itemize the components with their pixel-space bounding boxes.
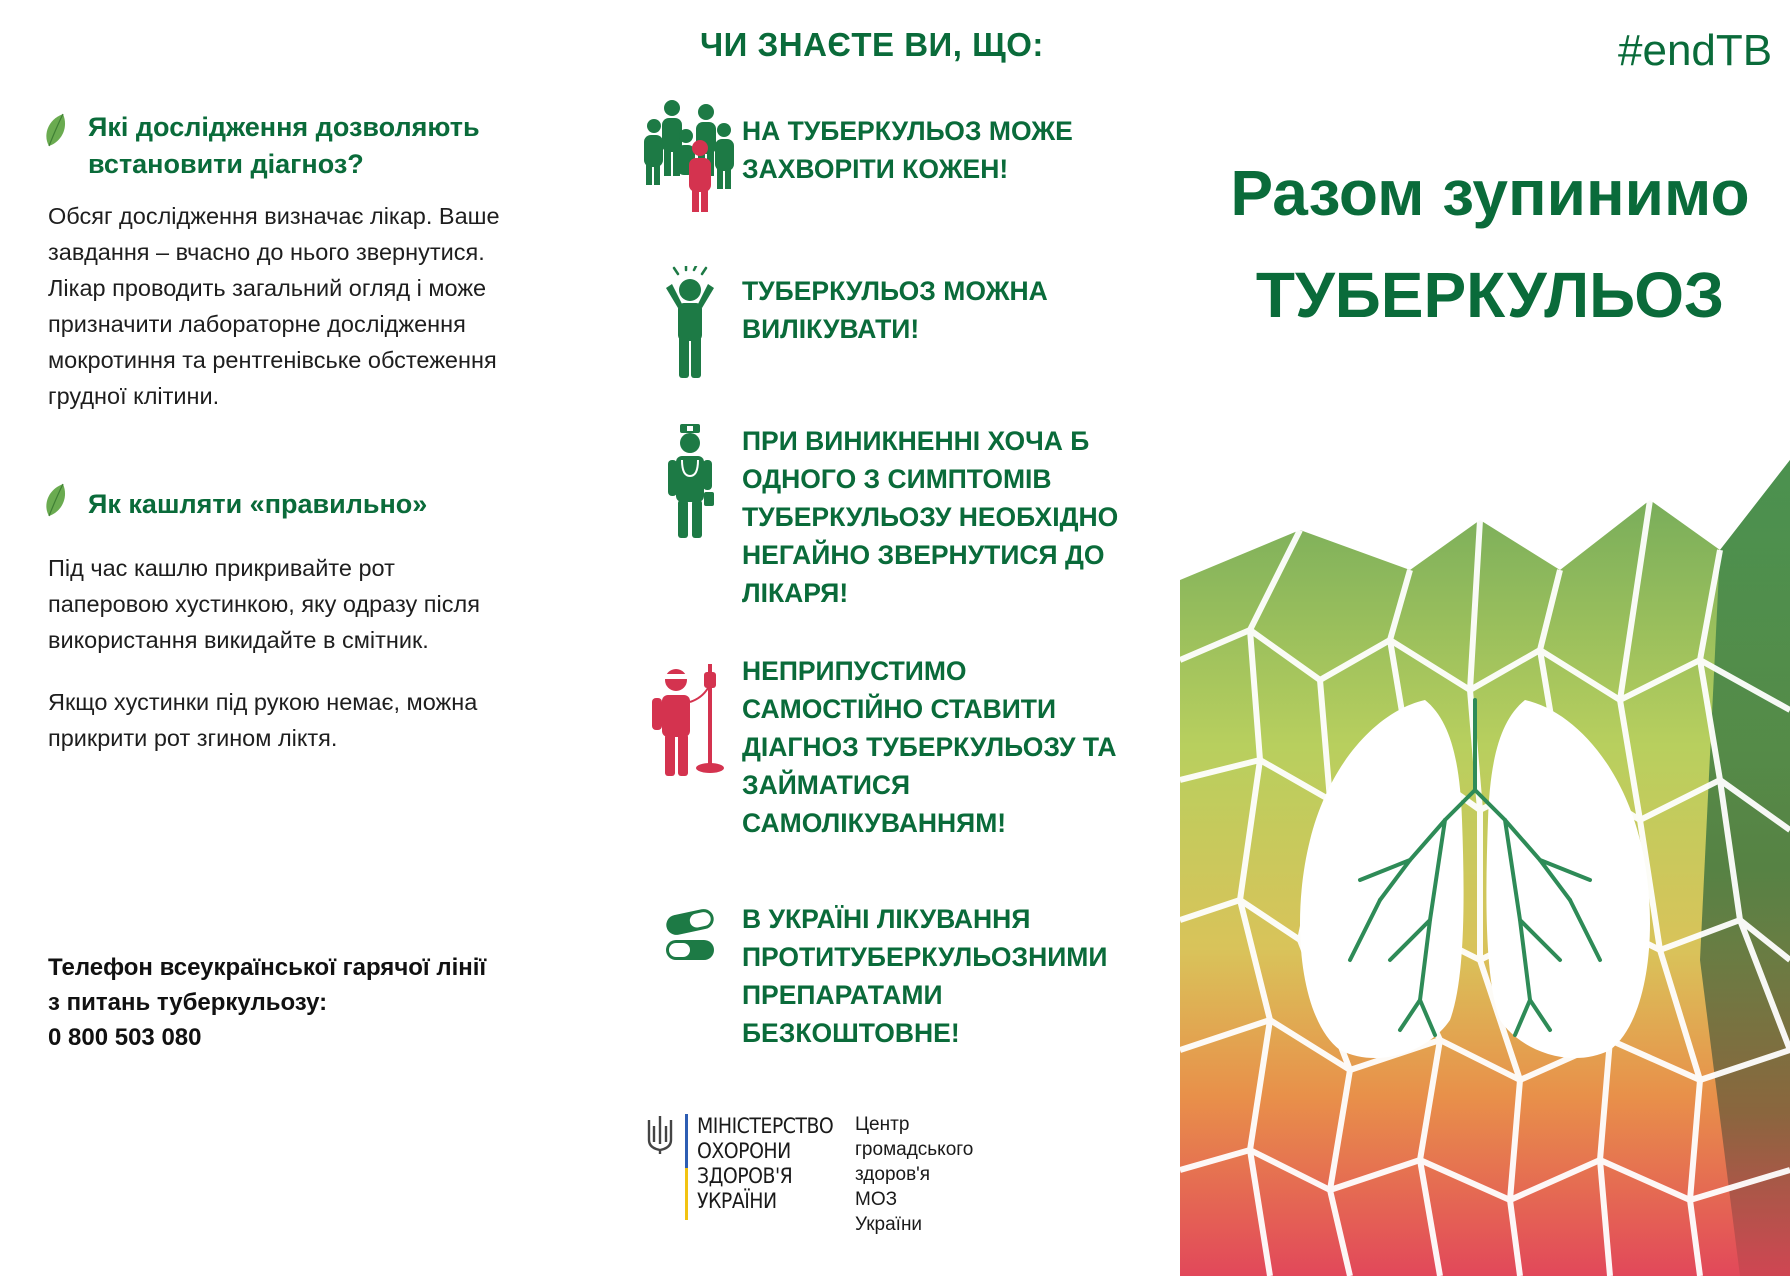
text-line: Під час кашлю прикривайте рот	[48, 555, 395, 581]
cough-paragraph-1	[48, 550, 480, 658]
heading-line: встановити діагноз?	[88, 149, 364, 179]
title-line-2: ТУБЕРКУЛЬОЗ	[1255, 259, 1725, 331]
logo-line: ЗДОРОВ'Я	[697, 1164, 793, 1188]
fact-line: ЗАХВОРІТИ КОЖЕН!	[742, 154, 1009, 184]
hotline-line: Телефон всеукраїнської гарячої лінії	[48, 954, 487, 981]
fact-anyone-can-get-tb	[742, 112, 1073, 188]
section-heading-diagnosis	[88, 109, 480, 183]
text-line: призначити лабораторне дослідження	[48, 311, 466, 337]
leaf-bullet-icon	[43, 482, 69, 518]
fact-line: ЗАЙМАТИСЯ	[742, 770, 911, 800]
text-line: Якщо хустинки під рукою немає, можна	[48, 689, 478, 715]
logo-line: ОХОРОНИ	[697, 1139, 791, 1163]
title-line-1: Разом зупинимо	[1230, 157, 1750, 229]
cheering-person-icon	[660, 266, 720, 378]
text-line: паперовою хустинкою, яку одразу після	[48, 591, 480, 617]
fact-line: ПРОТИТУБЕРКУЛЬОЗНИМИ	[742, 942, 1108, 972]
fact-line: ВИЛІКУВАТИ!	[742, 314, 920, 344]
hashtag: #endTB	[1618, 26, 1773, 75]
diagnosis-paragraph	[48, 198, 500, 414]
fact-line: ТУБЕРКУЛЬОЗ МОЖНА	[742, 276, 1048, 306]
text-line: мокротиння та рентгенівське обстеження	[48, 347, 497, 373]
text-line: завдання – вчасно до нього звернутися.	[48, 239, 485, 265]
logo-line: МІНІСТЕРСТВО	[697, 1114, 834, 1138]
fact-line: НА ТУБЕРКУЛЬОЗ МОЖЕ	[742, 116, 1073, 146]
fact-no-self-treatment	[742, 652, 1117, 842]
fact-line: ПРЕПАРАТАМИ	[742, 980, 943, 1010]
logo-line: Центр	[855, 1114, 910, 1135]
people-group-icon	[642, 100, 736, 212]
logo-line: здоров'я	[855, 1164, 931, 1185]
fact-line: НЕГАЙНО ЗВЕРНУТИСЯ ДО	[742, 540, 1105, 570]
logo-line: громадського	[855, 1139, 974, 1160]
fact-line: ПРИ ВИНИКНЕННІ ХОЧА Б	[742, 426, 1090, 456]
logo-line: МОЗ	[855, 1189, 898, 1210]
text-line: Обсяг дослідження визначає лікар. Ваше	[48, 203, 500, 229]
text-line: використання викидайте в смітник.	[48, 627, 429, 653]
public-health-center-logo	[855, 1112, 1055, 1237]
trident-icon	[645, 1114, 675, 1156]
pills-icon	[662, 908, 718, 964]
flag-stripe-blue	[685, 1114, 688, 1168]
heading-line: Які дослідження дозволяють	[88, 112, 480, 142]
doctor-icon	[666, 424, 716, 538]
fact-line: САМОСТІЙНО СТАВИТИ	[742, 694, 1057, 724]
ministry-logo-text	[697, 1114, 837, 1214]
hotline-block	[48, 950, 486, 1055]
fact-line: НЕПРИПУСТИМО	[742, 656, 967, 686]
patient-drip-icon	[652, 662, 726, 778]
did-you-know-title: ЧИ ЗНАЄТЕ ВИ, ЩО:	[700, 26, 1044, 63]
lungs-mosaic-illustration	[1180, 460, 1790, 1276]
hotline-line: з питань туберкульозу:	[48, 989, 328, 1016]
fact-line: ТУБЕРКУЛЬОЗУ НЕОБХІДНО	[742, 502, 1119, 532]
fact-free-treatment	[742, 900, 1107, 1052]
fact-line: ДІАГНОЗ ТУБЕРКУЛЬОЗУ ТА	[742, 732, 1117, 762]
fact-see-doctor	[742, 422, 1118, 612]
fact-line: В УКРАЇНІ ЛІКУВАННЯ	[742, 904, 1031, 934]
fact-line: ОДНОГО З СИМПТОМІВ	[742, 464, 1052, 494]
flag-stripe-yellow	[685, 1168, 688, 1220]
logo-line: України	[855, 1214, 923, 1235]
text-line: Лікар проводить загальний огляд і може	[48, 275, 487, 301]
fact-tb-curable	[742, 272, 1048, 348]
hotline-phone: 0 800 503 080	[48, 1024, 202, 1051]
fact-line: БЕЗКОШТОВНЕ!	[742, 1018, 960, 1048]
logo-line: УКРАЇНИ	[697, 1189, 777, 1213]
fact-line: ЛІКАРЯ!	[742, 578, 849, 608]
text-line: грудної клітини.	[48, 383, 220, 409]
fact-line: САМОЛІКУВАННЯМ!	[742, 808, 1007, 838]
cough-paragraph-2	[48, 684, 477, 756]
text-line: прикрити рот згином ліктя.	[48, 725, 338, 751]
section-heading-cough: Як кашляти «правильно»	[88, 489, 428, 519]
leaf-bullet-icon	[43, 112, 69, 148]
